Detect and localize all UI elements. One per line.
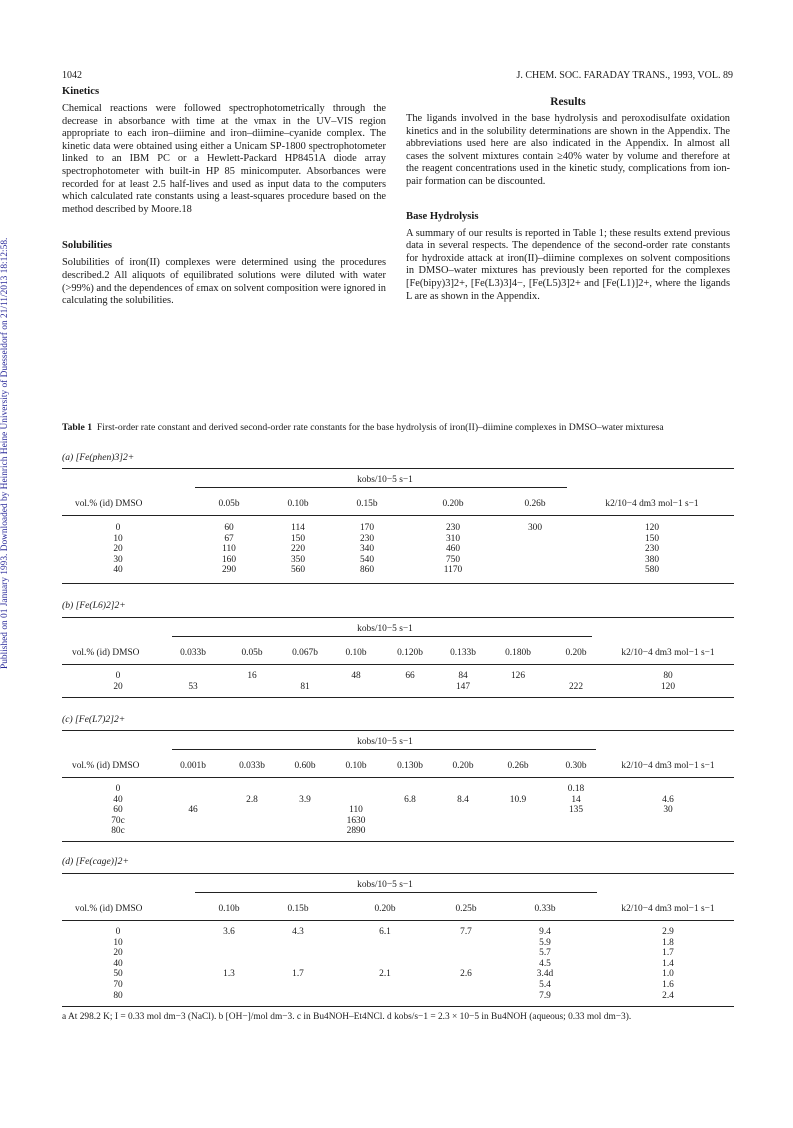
head-a-2: 0.15b [356, 499, 378, 509]
c-col-0: 46 [188, 805, 198, 816]
subtable-a-title: (a) [Fe(phen)3]2+ [62, 452, 135, 463]
k2-label-d: k2/10−4 dm3 mol−1 s−1 [621, 904, 715, 914]
d-col-1: 4.3 1.7 [292, 927, 304, 980]
col-label-a: vol.% (id) DMSO [75, 499, 143, 509]
table-label: Table 1 [62, 422, 93, 433]
rule-d-top [62, 873, 734, 874]
results-paragraph: The ligands involved in the base hydrolysis and peroxodisulfate oxidation kinetics and in the solubility determinations are shown in the Appendix. The abbreviations used here are also indicated in the Appendix. In almost all cases the solvent mixtures contain ≥40% water by volume and therefore at the reagent concentrations used in the kinetic study, complications from ion-pair formation can be discounted. [406, 113, 730, 187]
a-col-2: 170 230 340 540 860 [359, 523, 375, 576]
head-b-0: 0.033b [180, 648, 206, 658]
rule-b-span [172, 636, 592, 637]
solubilities-heading: Solubilities [62, 240, 113, 252]
rule-d-bottom [62, 1006, 734, 1007]
base-hydrolysis-heading: Base Hydrolysis [406, 210, 479, 222]
journal-header: J. CHEM. SOC. FARADAY TRANS., 1993, VOL. 89 [516, 70, 733, 81]
head-c-7: 0.30b [565, 761, 587, 771]
k2-label-b: k2/10−4 dm3 mol−1 s−1 [621, 648, 715, 658]
head-b-4: 0.120b [397, 648, 423, 658]
head-a-4: 0.26b [524, 499, 546, 509]
a-col-1: 114 150 220 350 560 [290, 523, 306, 576]
table-caption [62, 422, 734, 434]
rule-b-mid [62, 664, 734, 665]
c-col-3: 110 1630 2890 [346, 805, 366, 837]
kinetics-heading: Kinetics [62, 86, 100, 97]
head-b-7: 0.20b [565, 648, 587, 658]
b-col-2: 81 [300, 681, 310, 692]
a-col-3: 230 310 460 750 1170 [443, 523, 463, 576]
rule-a-mid [62, 515, 734, 516]
k2-label-a: k2/10−4 dm3 mol−1 s−1 [605, 499, 699, 509]
b-col-3: 48 [351, 671, 361, 681]
table-caption-text: First-order rate constant and derived second-order rate constants for the base hydrolysis of iron(II)–diimine complexes in DMSO–water mixturesa [96, 422, 664, 433]
table-footnote: a At 298.2 K; I = 0.33 mol dm−3 (NaCl). b [OH−]/mol dm−3. c in Bu4NOH–Et4NCl. d kobs/s−1 = 2.3 × 10−5 in Bu4NOH (aqueous; 0.33 mol dm−3). [62, 1012, 632, 1022]
subtable-d-title: (d) [Fe(cage)]2+ [62, 856, 129, 867]
a-col-k2: 120 150 230 380 580 [644, 523, 660, 576]
a-col-4: 300 [527, 523, 543, 533]
b-col-4: 66 [405, 671, 415, 681]
head-a-0: 0.05b [218, 499, 240, 509]
head-c-0: 0.001b [180, 761, 206, 771]
rule-a-bottom [62, 583, 734, 584]
d-col-2: 6.1 2.1 [379, 927, 391, 980]
head-d-3: 0.25b [455, 904, 477, 914]
c-col-2: 3.9 [299, 794, 311, 805]
c-col-7: 0.18 14 135 [567, 784, 585, 816]
b-col-solvent: 0 20 [113, 671, 123, 692]
col-label-d: vol.% (id) DMSO [75, 904, 143, 914]
rule-b-top [62, 617, 734, 618]
a-col-solvent: 0 10 20 30 40 [113, 523, 123, 576]
head-b-5: 0.133b [450, 648, 476, 658]
rule-c-span [172, 749, 596, 750]
page-number: 1042 [62, 70, 82, 81]
subtable-b-title: (b) [Fe(L6)2]2+ [62, 600, 126, 611]
head-c-2: 0.60b [294, 761, 316, 771]
rule-a-span [195, 487, 567, 488]
d-col-4: 9.4 5.9 5.7 4.5 3.4d 5.4 7.9 [536, 927, 554, 1001]
subtable-c-title: (c) [Fe(L7)2]2+ [62, 714, 126, 725]
c-col-k2: 4.6 30 [662, 794, 674, 816]
col-label-c: vol.% (id) DMSO [72, 761, 140, 771]
a-col-0: 60 67 110 160 290 [221, 523, 237, 576]
col-label-b: vol.% (id) DMSO [72, 648, 140, 658]
head-d-0: 0.10b [218, 904, 240, 914]
head-a-3: 0.20b [442, 499, 464, 509]
d-col-3: 7.7 2.6 [460, 927, 472, 980]
base-hydrolysis-paragraph: A summary of our results is reported in Table 1; these results extend previous data in several respects. The dependence of the second-order rate constants for hydroxide attack at iron(II)–diimine complexes on solvent compositions in DMSO–water mixtures has previously been reported for the complexes [Fe(bipy)3]2+, [Fe(L3)3]4−, [Fe(L5)3]2+ and [Fe(L1)]2+, where the ligands L are as shown in the Appendix. [406, 227, 730, 302]
solubilities-paragraph: Solubilities of iron(II) complexes were determined using the procedures described.2 All aliquots of equilibrated solutions were diluted with water (>99%) and the dependences of εmax on solvent composition were ignored in calculating the solubilities. [62, 257, 386, 307]
rule-d-span [195, 892, 597, 893]
b-col-6: 126 [510, 671, 526, 681]
rule-c-bottom [62, 841, 734, 842]
c-col-1: 2.8 [246, 794, 258, 805]
kobs-label-a: kobs/10−5 s−1 [357, 475, 413, 485]
b-col-0: 53 [188, 681, 198, 692]
d-col-0: 3.6 1.3 [223, 927, 235, 980]
rule-b-bottom [62, 697, 734, 698]
b-col-5: 84 147 [455, 671, 471, 692]
head-c-5: 0.20b [452, 761, 474, 771]
head-c-6: 0.26b [507, 761, 529, 771]
results-heading: Results [550, 96, 586, 108]
d-col-solvent: 0 10 20 40 50 70 80 [113, 927, 123, 1001]
head-b-2: 0.067b [292, 648, 318, 658]
rule-c-mid [62, 777, 734, 778]
head-d-4: 0.33b [534, 904, 556, 914]
kobs-label-b: kobs/10−5 s−1 [357, 624, 413, 634]
head-b-6: 0.180b [505, 648, 531, 658]
c-col-5: 8.4 [457, 794, 469, 805]
kobs-label-c: kobs/10−5 s−1 [357, 737, 413, 747]
d-col-k2: 2.9 1.8 1.7 1.4 1.0 1.6 2.4 [662, 927, 674, 1001]
head-c-3: 0.10b [345, 761, 367, 771]
c-col-solvent: 0 40 60 70c 80c [111, 784, 125, 837]
head-a-1: 0.10b [287, 499, 309, 509]
rule-c-top [62, 730, 734, 731]
kobs-label-d: kobs/10−5 s−1 [357, 880, 413, 890]
rule-a-top [62, 468, 734, 469]
kinetics-paragraph: Chemical reactions were followed spectrophotometrically through the decrease in absorbance with time at the νmax in the UV–VIS region appropriate to each iron–diimine and iron–diimine–cyanide complex. The kinetic data were obtained using either a Unicam SP-1800 spectrophotometer linked to an IBM PC or a Hewlett-Packard HP8451A diode array spectrophotometer with built-in HP 85 minicomputer. Absorbances were recorded for at least 2.5 half-lives and used as input data to the computers which calculated rate constants using a least-squares procedure based on the method described by Moore.18 [62, 103, 386, 215]
c-col-6: 10.9 [509, 794, 527, 805]
head-c-4: 0.130b [397, 761, 423, 771]
head-d-1: 0.15b [287, 904, 309, 914]
b-col-k2: 80 120 [660, 671, 676, 692]
head-c-1: 0.033b [239, 761, 265, 771]
b-col-1: 16 [247, 671, 257, 681]
rule-d-mid [62, 920, 734, 921]
head-b-1: 0.05b [241, 648, 263, 658]
head-d-2: 0.20b [374, 904, 396, 914]
k2-label-c: k2/10−4 dm3 mol−1 s−1 [621, 761, 715, 771]
head-b-3: 0.10b [345, 648, 367, 658]
download-notice: Published on 01 January 1993. Downloaded by Heinrich Heine University of Duesseldorf on 21/11/2013 18:12:58. [0, 237, 10, 669]
c-col-4: 6.8 [404, 794, 416, 805]
b-col-7: 222 [568, 681, 584, 692]
